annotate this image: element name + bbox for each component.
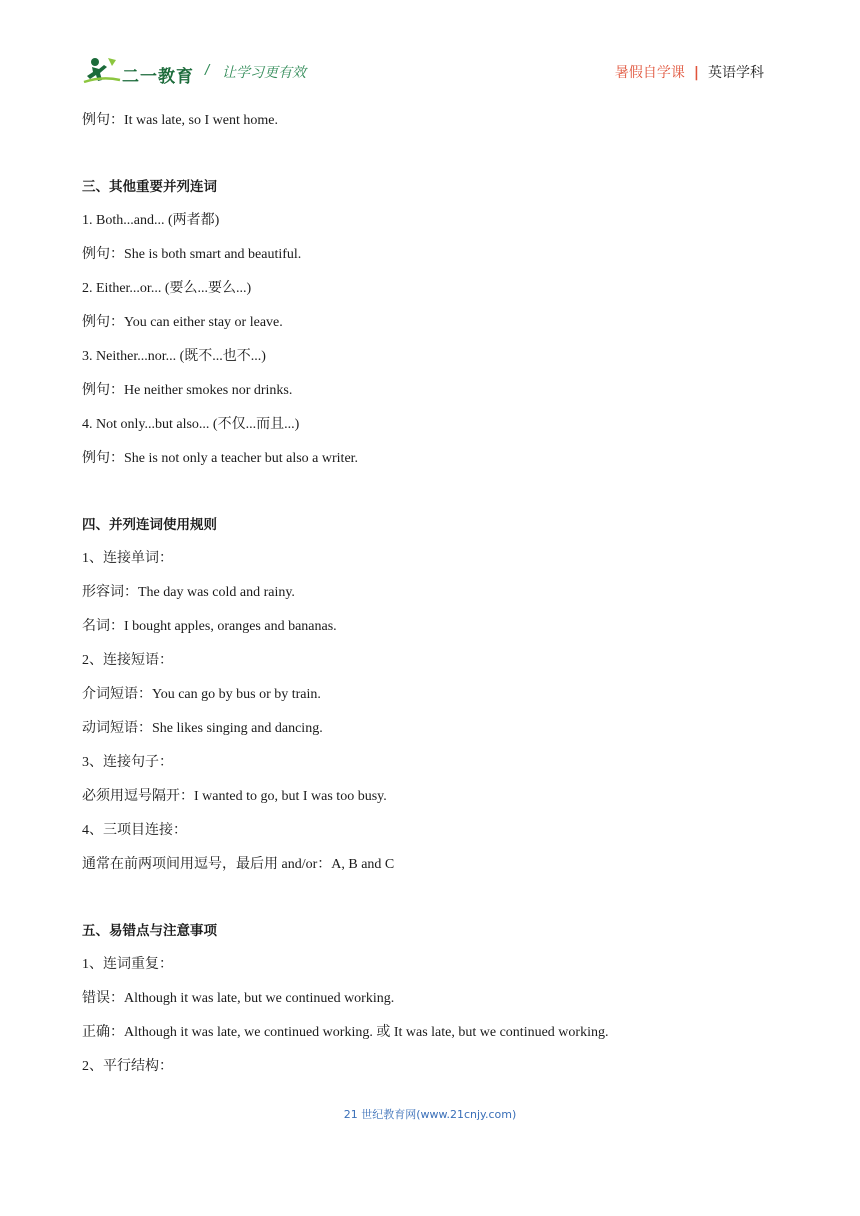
content-line: 3. Neither...nor... (既不...也不...) [82,349,266,364]
header-slogan: 让学习更有效 [222,65,306,81]
content-line: 名词：I bought apples, oranges and bananas. [82,619,337,634]
section-common-errors [82,920,782,1090]
content-line: 例句：You can either stay or leave. [82,315,283,330]
content-line: 例句：She is not only a teacher but also a writer. [82,451,359,466]
content-line: 4. Not only...but also... (不仅...而且...) [82,417,300,432]
content-line: 例句：She is both smart and beautiful. [82,247,302,262]
content-line: 例句：He neither smokes nor drinks. [82,383,293,398]
header-course-info [615,62,764,82]
course-name: 暑假自学课 [614,65,685,81]
section-gap [82,888,782,920]
content-line: 4、三项目连接： [82,823,187,838]
content-line: 错误：Although it was late, but we continued working. [82,991,395,1006]
section-usage-rules [82,514,782,888]
subject-name: 英语学科 [708,65,764,81]
logo-text: 二一教育 [122,67,194,87]
section-0 [82,110,782,144]
content-line: 通常在前两项间用逗号，最后用 and/or：A, B and C [82,857,395,872]
header-slash: / [205,62,210,79]
content-line: 1、连词重复： [82,957,173,972]
header-separator: | [693,65,699,81]
section-other-conjunctions [82,176,782,482]
content-line: 必须用逗号隔开：I wanted to go, but I was too busy. [82,789,387,804]
example-line: 例句：It was late, so I went home. [82,113,278,128]
section-heading: 四、并列连词使用规则 [82,517,217,533]
section-gap [82,482,782,514]
content-line: 2、平行结构： [82,1059,173,1074]
content-line: 2. Either...or... (要么...要么...) [82,281,252,296]
content-line: 动词短语：She likes singing and dancing. [82,721,323,736]
page-header [0,0,860,100]
content-line: 1. Both...and... (两者都) [82,213,220,228]
content-line: 介词短语：You can go by bus or by train. [82,687,321,702]
page-footer: 21 世纪教育网(www.21cnjy.com) [343,1108,517,1121]
content-line: 正确：Although it was late, we continued working. 或 It was late, but we continued working. [82,1025,609,1040]
section-gap [82,144,782,176]
content-line: 形容词：The day was cold and rainy. [82,585,295,600]
content-line: 2、连接短语： [82,653,173,668]
content-line: 1、连接单词： [82,551,173,566]
content-line: 3、连接句子： [82,755,173,770]
section-heading: 三、其他重要并列连词 [82,179,217,195]
section-heading: 五、易错点与注意事项 [82,923,217,939]
document-body [82,110,782,1090]
